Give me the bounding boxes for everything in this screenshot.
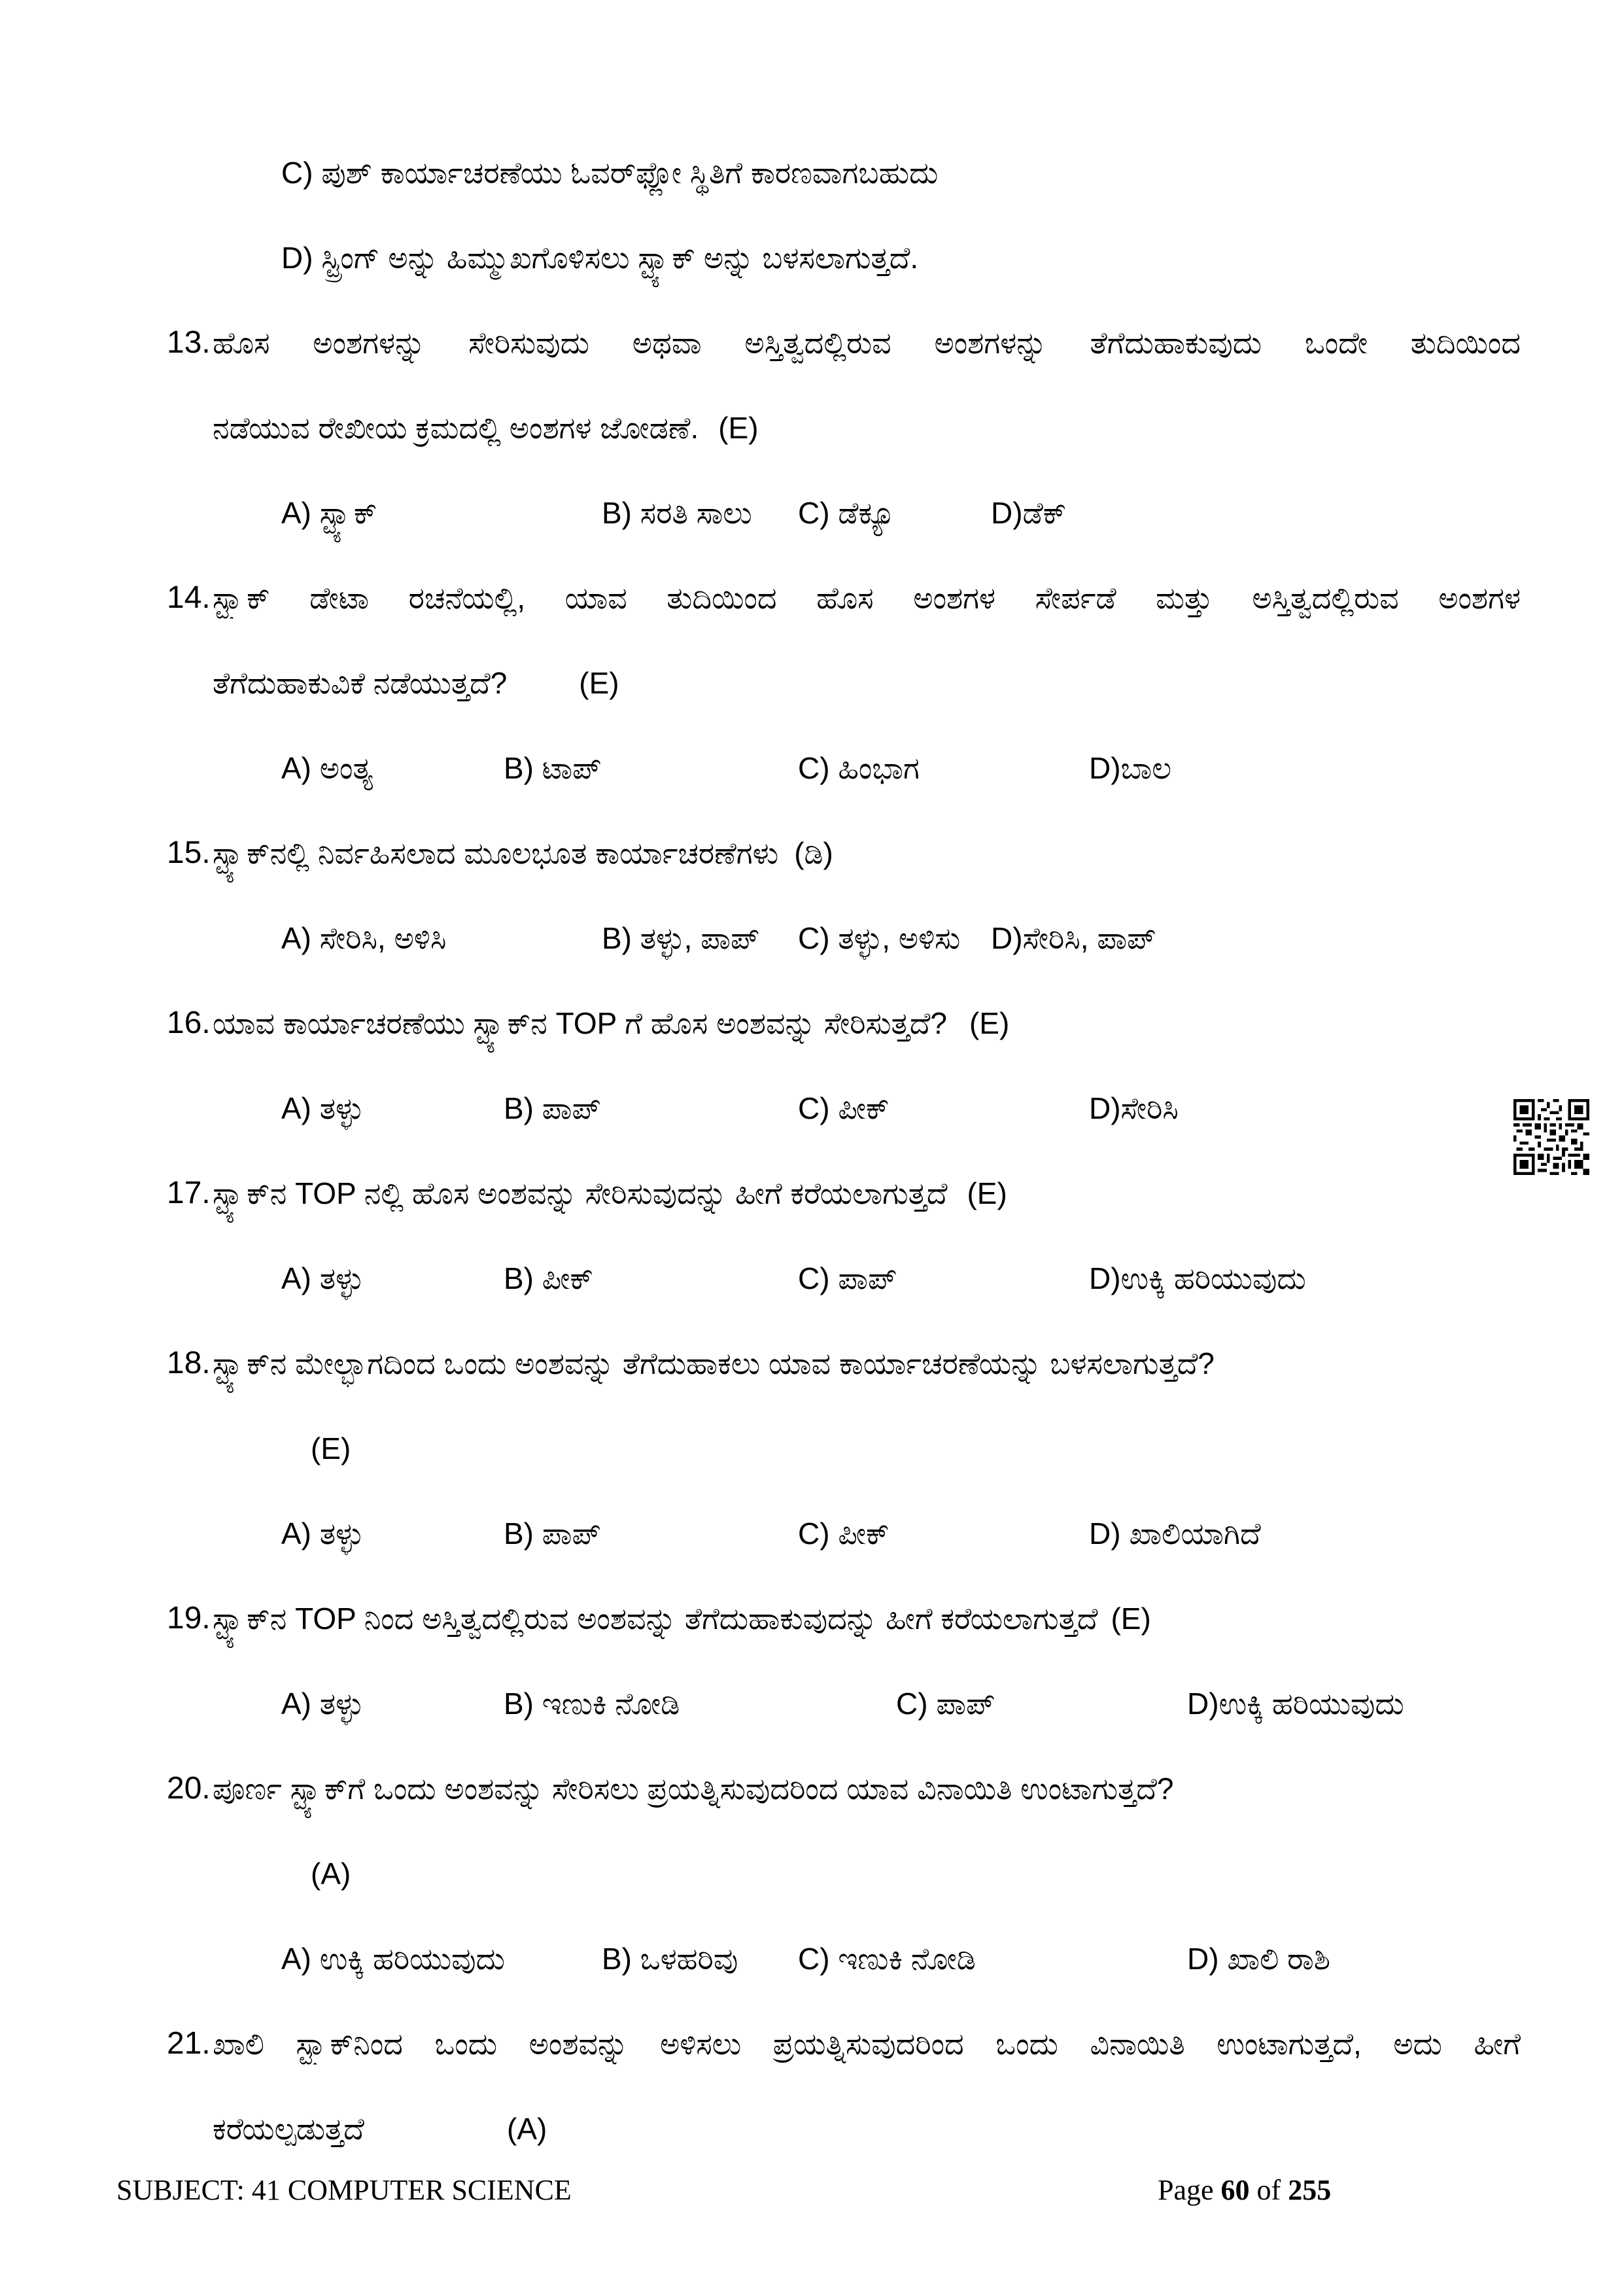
option-d: D)ಸೇರಿಸಿ, ಪಾಪ್	[991, 921, 1156, 955]
question-stem: ಯಾವ ಕಾರ್ಯಾಚರಣೆಯು ಸ್ಟ್ಯಾಕ್‌ನ TOP ಗೆ ಹೊಸ ಅಂಶವನ್ನು ಸೇರಿಸುತ್ತದೆ? (E)	[213, 1006, 1010, 1040]
option-c: C) ತಳ್ಳು, ಅಳಿಸು	[798, 921, 961, 955]
qr-code-icon	[1513, 1099, 1589, 1175]
answer-key: (ಡಿ)	[794, 836, 833, 870]
option-c: C) ಪೀಕ್	[798, 1091, 890, 1125]
question-stem: ಹೊಸ ಅಂಶಗಳನ್ನು ಸೇರಿಸುವುದು ಅಥವಾ ಅಸ್ತಿತ್ವದಲ್ಲಿರುವ ಅಂಶಗಳನ್ನು ತೆಗೆದುಹಾಕುವುದು ಒಂದೇ ತುದಿಯಿಂದ	[213, 326, 1521, 360]
question-stem: ಪೂರ್ಣ ಸ್ಟ್ಯಾಕ್‌ಗೆ ಒಂದು ಅಂಶವನ್ನು ಸೇರಿಸಲು ಪ್ರಯತ್ನಿಸುವುದರಿಂದ ಯಾವ ವಿನಾಯಿತಿ ಉಂಟಾಗುತ್ತದೆ?	[213, 1772, 1174, 1806]
question-stem: ಸ್ಟ್ಯಾಕ್‌ನ TOP ನಲ್ಲಿ ಹೊಸ ಅಂಶವನ್ನು ಸೇರಿಸುವುದನ್ನು ಹೀಗೆ ಕರೆಯಲಾಗುತ್ತದೆ (E)	[213, 1176, 1007, 1210]
option-a: A) ತಳ್ಳು	[281, 1091, 364, 1125]
option-b: B) ಒಳಹರಿವು	[602, 1942, 738, 1976]
answer-key: (E)	[1111, 1602, 1151, 1636]
question-number: 20.	[167, 1771, 211, 1806]
option-a: A) ತಳ್ಳು	[281, 1687, 364, 1721]
answer-key: (A)	[311, 1857, 351, 1891]
option-b: B) ಇಣುಕಿ ನೋಡಿ	[504, 1687, 680, 1721]
option-b: B) ಪಾಪ್	[504, 1516, 601, 1550]
option-b: B) ಪಾಪ್	[504, 1091, 601, 1125]
question-stem-continued: ತೆಗೆದುಹಾಕುವಿಕೆ ನಡೆಯುತ್ತದೆ? (E)	[213, 666, 619, 700]
question-number: 18.	[167, 1346, 211, 1380]
option-d: D)ಬಾಲ	[1089, 751, 1172, 785]
question-stem: ಸ್ಟ್ಯಾಕ್‌ನಲ್ಲಿ ನಿರ್ವಹಿಸಲಾದ ಮೂಲಭೂತ ಕಾರ್ಯಾಚರಣೆಗಳು (ಡಿ)	[213, 836, 833, 870]
question-number: 17.	[167, 1176, 211, 1210]
option-a: A) ತಳ್ಳು	[281, 1516, 364, 1550]
option-b: B) ಪೀಕ್	[504, 1261, 594, 1295]
option-c: C) ಹಿಂಭಾಗ	[798, 751, 920, 785]
footer-subject: SUBJECT: 41 COMPUTER SCIENCE	[116, 2174, 572, 2206]
option-a: A) ತಳ್ಳು	[281, 1261, 364, 1295]
answer-key: (E)	[718, 411, 759, 445]
option-b: B) ತಳ್ಳು, ಪಾಪ್	[602, 921, 760, 955]
option-a: A) ಉಕ್ಕಿ ಹರಿಯುವುದು	[281, 1942, 505, 1976]
question-stem-continued: ಕರೆಯಲ್ಪಡುತ್ತದೆ	[213, 2112, 364, 2146]
option-d: D)ಡೆಕ್	[991, 496, 1067, 530]
question-stem: ಸ್ಟ್ಯಾಕ್ ಡೇಟಾ ರಚನೆಯಲ್ಲಿ, ಯಾವ ತುದಿಯಿಂದ ಹೊಸ ಅಂಶಗಳ ಸೇರ್ಪಡೆ ಮತ್ತು ಅಸ್ತಿತ್ವದಲ್ಲಿರುವ ಅಂಶಗಳ	[213, 581, 1521, 615]
question-number: 14.	[167, 580, 211, 615]
option-a: A) ಸೇರಿಸಿ, ಅಳಿಸಿ	[281, 921, 447, 955]
question-stem: ಸ್ಟ್ಯಾಕ್‌ನ ಮೇಲ್ಭಾಗದಿಂದ ಒಂದು ಅಂಶವನ್ನು ತೆಗೆದುಹಾಕಲು ಯಾವ ಕಾರ್ಯಾಚರಣೆಯನ್ನು ಬಳಸಲಾಗುತ್ತದೆ?	[213, 1346, 1215, 1380]
text-line: D) ಸ್ಟ್ರಿಂಗ್ ಅನ್ನು ಹಿಮ್ಮುಖಗೊಳಿಸಲು ಸ್ಟ್ಯಾಕ್ ಅನ್ನು ಬಳಸಲಾಗುತ್ತದೆ.	[281, 241, 919, 275]
answer-key: (A)	[507, 2112, 547, 2146]
option-d: D) ಖಾಲಿ ರಾಶಿ	[1187, 1942, 1330, 1976]
answer-key: (E)	[311, 1431, 351, 1465]
question-number: 15.	[167, 835, 211, 870]
question-stem-continued: ನಡೆಯುವ ರೇಖೀಯ ಕ್ರಮದಲ್ಲಿ ಅಂಶಗಳ ಜೋಡಣೆ. (E)	[213, 411, 759, 445]
option-c: C) ಪಾಪ್	[896, 1687, 995, 1721]
option-a: A) ಅಂತ್ಯ	[281, 751, 373, 785]
option-c: C) ಪಾಪ್	[798, 1261, 897, 1295]
text-line: C) ಪುಶ್ ಕಾರ್ಯಾಚರಣೆಯು ಓವರ್‌ಫ್ಲೋ ಸ್ಥಿತಿಗೆ ಕಾರಣವಾಗಬಹುದು	[281, 156, 939, 190]
option-b: B) ಟಾಪ್	[504, 751, 602, 785]
question-number: 16.	[167, 1006, 211, 1040]
footer-page-number: Page 60 of 255	[1158, 2174, 1332, 2206]
question-number: 19.	[167, 1601, 211, 1636]
option-c: C) ಪೀಕ್	[798, 1516, 890, 1550]
option-d: D)ಉಕ್ಕಿ ಹರಿಯುವುದು	[1187, 1687, 1404, 1721]
answer-key: (E)	[969, 1006, 1010, 1040]
answer-key: (E)	[579, 666, 619, 700]
option-b: B) ಸರತಿ ಸಾಲು	[602, 496, 752, 530]
option-c: C) ಡೆಕ್ಯೂ	[798, 496, 895, 530]
answer-key: (E)	[967, 1176, 1007, 1210]
option-d: D) ಖಾಲಿಯಾಗಿದೆ	[1089, 1516, 1261, 1550]
question-stem: ಸ್ಟ್ಯಾಕ್‌ನ TOP ನಿಂದ ಅಸ್ತಿತ್ವದಲ್ಲಿರುವ ಅಂಶವನ್ನು ತೆಗೆದುಹಾಕುವುದನ್ನು ಹೀಗೆ ಕರೆಯಲಾಗುತ್ತದೆ (E)	[213, 1602, 1151, 1636]
option-c: C) ಇಣುಕಿ ನೋಡಿ	[798, 1942, 976, 1976]
question-stem: ಖಾಲಿ ಸ್ಟ್ಯಾಕ್‌ನಿಂದ ಒಂದು ಅಂಶವನ್ನು ಅಳಿಸಲು ಪ್ರಯತ್ನಿಸುವುದರಿಂದ ಒಂದು ವಿನಾಯಿತಿ ಉಂಟಾಗುತ್ತದೆ, ಅದು ಹೀಗೆ	[213, 2027, 1521, 2061]
option-d: D)ಉಕ್ಕಿ ಹರಿಯುವುದು	[1089, 1261, 1306, 1295]
option-d: D)ಸೇರಿಸಿ	[1089, 1091, 1179, 1125]
option-a: A) ಸ್ಟ್ಯಾಕ್	[281, 496, 377, 530]
question-number: 21.	[167, 2026, 211, 2061]
question-number: 13.	[167, 325, 211, 360]
